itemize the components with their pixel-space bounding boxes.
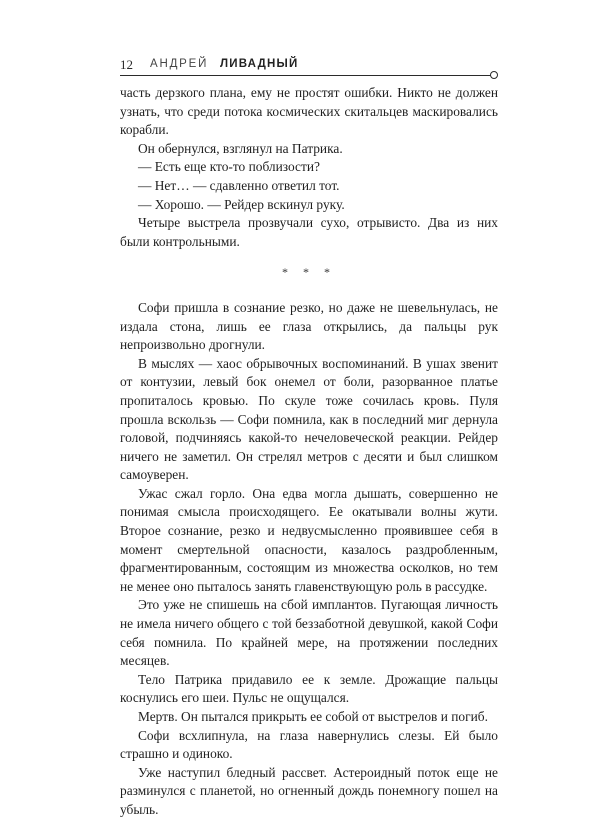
header-rule	[120, 75, 492, 76]
paragraph: Ужас сжал горло. Она едва могла дышать, совершенно не понимая смысла происходящего. Ее окатывали волны жути. Второе сознание, резко и недвусмысленно проявившее себя в момент смертельной опасности, казалось раздробленным, фрагментированным, состоящим из множества осколков, но тем не менее оно пыталось занять главенствующую роль в рассудке.	[120, 485, 498, 594]
page-number: 12	[120, 57, 133, 72]
paragraph: Мертв. Он пытался прикрыть ее собой от выстрелов и погиб.	[138, 709, 488, 724]
paragraph: часть дерзкого плана, ему не простят ошибки. Никто не должен узнать, что среди потока космических скитальцев маскировались корабли.	[120, 85, 498, 138]
paragraph: — Нет… — сдавленно ответил тот.	[138, 177, 340, 193]
paragraph: Четыре выстрела прозвучали сухо, отрывисто. Два из них были контрольными.	[120, 215, 498, 249]
paragraph: Софи всхлипнула, на глаза навернулись слезы. Ей было страшно и одиноко.	[120, 727, 498, 762]
paragraph: — Хорошо. — Рейдер вскинул руку.	[138, 196, 345, 212]
page-body	[120, 84, 498, 820]
section-separator: * * *	[282, 265, 336, 280]
author-last-name: ЛИВАДНЫЙ	[220, 58, 299, 70]
running-header	[120, 55, 500, 75]
author-first-name: АНДРЕЙ	[150, 58, 209, 70]
paragraph: — Есть еще кто-то поблизости?	[138, 159, 320, 175]
paragraph: Он обернулся, взглянул на Патрика.	[138, 140, 343, 156]
paragraph: Тело Патрика придавило ее к земле. Дрожащие пальцы коснулись его шеи. Пульс не ощущался.	[120, 671, 498, 706]
paragraph: Уже наступил бледный рассвет. Астероидный поток еще не разминулся с планетой, но огненный дождь понемногу пошел на убыль.	[120, 764, 498, 817]
paragraph: В мыслях — хаос обрывочных воспоминаний. В ушах звенит от контузии, левый бок онемел от боли, разорванное платье пропиталось кровью. По скуле тоже сочилась кровь. Пуля прошла вскользь — Софи помнила, как в последний миг дернула головой, подчиняясь какой-то нечеловеческой реакции. Рейдер ничего не заметил. Он стрелял метров с десяти и был слишком самоуверен.	[120, 355, 498, 483]
header-rule-circle	[490, 71, 498, 79]
paragraph: Софи пришла в сознание резко, но даже не шевельнулась, не издала стона, лишь ее глаза открылись, да пальцы рук непроизвольно дрогнули.	[120, 299, 498, 353]
paragraph: Это уже не спишешь на сбой имплантов. Пугающая личность не имела ничего общего с той беззаботной девушкой, какой Софи себя помнила. По крайней мере, на протяжении последних месяцев.	[120, 597, 498, 669]
